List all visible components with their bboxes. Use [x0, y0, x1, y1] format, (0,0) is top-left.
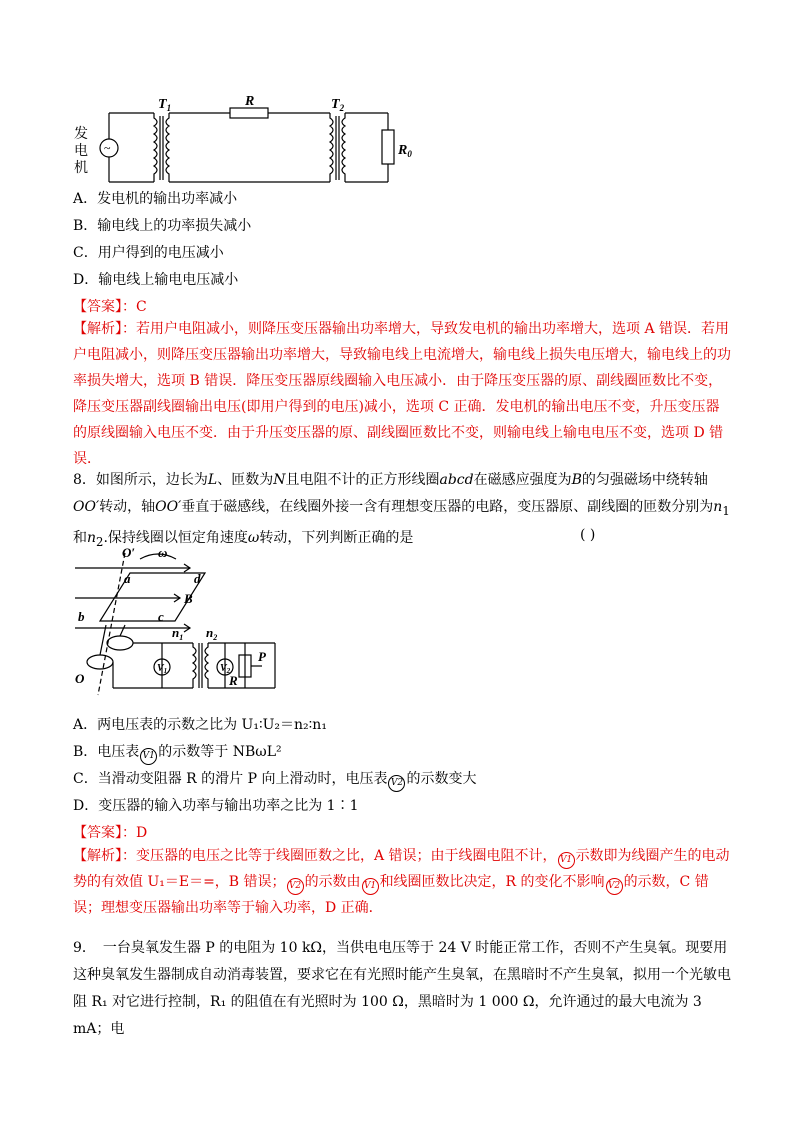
q8-option-a: A．两电压表的示数之比为 U₁∶U₂＝n₂∶n₁: [73, 717, 327, 733]
r0-label: $R_0$: [398, 143, 412, 159]
q7-option-d: D．输电线上输电电压减小: [73, 272, 239, 288]
q8-option-d: D．变压器的输入功率与输出功率之比为 1∶1: [73, 798, 359, 814]
q7-option-c: C．用户得到的电压减小: [73, 245, 224, 261]
v1-meter-label: $V_1$: [157, 663, 168, 675]
vertex-c: c: [158, 609, 164, 624]
voltmeter-v2-icon: V2: [606, 878, 623, 895]
axis-top-label: O′: [122, 545, 136, 560]
voltmeter-v2-icon: V2: [287, 878, 304, 895]
t1-label: $T_1$: [158, 97, 172, 113]
transmission-circuit-diagram: [70, 96, 420, 196]
q7-option-a: A．发电机的输出功率减小: [73, 191, 238, 207]
q8-option-c: C．当滑动变阻器 R 的滑片 P 向上滑动时，电压表 V2 的示数变大: [73, 770, 476, 792]
t2-label: $T_2$: [331, 97, 345, 113]
q8-option-b: B．电压表 V1 的示数等于 NBωL²: [73, 743, 282, 765]
vertex-d: d: [194, 571, 201, 586]
v2-meter-label: $V_2$: [220, 663, 231, 675]
generator-label-3: 机: [74, 161, 88, 176]
voltmeter-v1-icon: V1: [362, 878, 379, 895]
q8-answer-paren: ( ): [580, 527, 596, 543]
vertex-a: a: [124, 571, 131, 586]
voltmeter-v1-icon: V1: [140, 748, 157, 765]
n1-label: $n_1$: [172, 625, 184, 642]
resistor-r-label: R: [229, 673, 238, 688]
generator-label-1: 发: [74, 127, 88, 142]
q7-answer: 【答案】：C: [73, 299, 147, 315]
voltmeter-v2-icon: V2: [388, 775, 405, 792]
rotating-coil-diagram: [70, 545, 290, 705]
axis-bottom-label: O: [75, 671, 85, 686]
q9-stem: 9． 一台臭氧发生器 P 的电阻为 10 kΩ，当供电电压等于 24 V 时能正常工作，否则不产生臭氧。现要用这种臭氧发生器制成自动消毒装置，要求它在有光照时能产生臭氧，在黑暗时不产生臭氧，拟用一个光敏电阻 R₁ 对它进行控制，R₁ 的阻值在有光照时为 100 Ω，黑暗时为 1 000 Ω，允许通过的最大电流为 3 mA；电: [73, 940, 731, 1037]
omega-label: ω: [158, 545, 168, 560]
source-symbol: ~: [104, 141, 111, 155]
n2-label: $n_2$: [206, 625, 218, 642]
r-label: R: [245, 96, 255, 109]
field-b-label: B: [184, 591, 193, 606]
slider-p-label: P: [258, 649, 266, 664]
q7-analysis: 【解析】：若用户电阻减小，则降压变压器输出功率增大，导致发电机的输出功率增大，选项 A 错误．若用户电阻减小，则降压变压器输出功率增大，导致输电线上电流增大，输电线上损失电压增大，输电线上的功率损失增大，选项 B 错误．降压变压器原线圈输入电压减小．由于降压变压器的原、副线圈匝数比不变，降压变压器副线圈输出电压(即用户得到的电压)减小，选项 C 正确．发电机的输出电压不变，升压变压器的原线圈输入电压不变．由于升压变压器的原、副线圈匝数比不变，则输电线上输电电压不变，选项 D 错误．: [73, 321, 731, 467]
generator-label-2: 电: [74, 144, 88, 159]
q8-stem: 8．如图所示，边长为L、匝数为N且电阻不计的正方形线圈abcd在磁感应强度为B的匀强磁场中绕转轴OO′转动，轴OO′垂直于磁感线，在线圈外接一含有理想变压器的电路，变压器原、副线圈的匝数分别为$n_1$和$n_2$.保持线圈以恒定角速度ω转动，下列判断正确的是: [73, 472, 730, 549]
voltmeter-v1-icon: V1: [558, 852, 575, 869]
vertex-b: b: [78, 609, 85, 624]
q8-answer: 【答案】：D: [73, 825, 148, 841]
q7-option-b: B．输电线上的功率损失减小: [73, 218, 252, 234]
q8-analysis: 【解析】：变压器的电压之比等于线圈匝数之比，A 错误；由于线圈电阻不计， V1 示数即为线圈产生的电动势的有效值 U₁＝E＝=，B 错误； V2 的示数由 V1 和线圈匝数比决定，R 的变化不影响 V2 的示数，C 错误；理想变压器输出功率等于输入功率，D 正确．: [73, 848, 730, 916]
